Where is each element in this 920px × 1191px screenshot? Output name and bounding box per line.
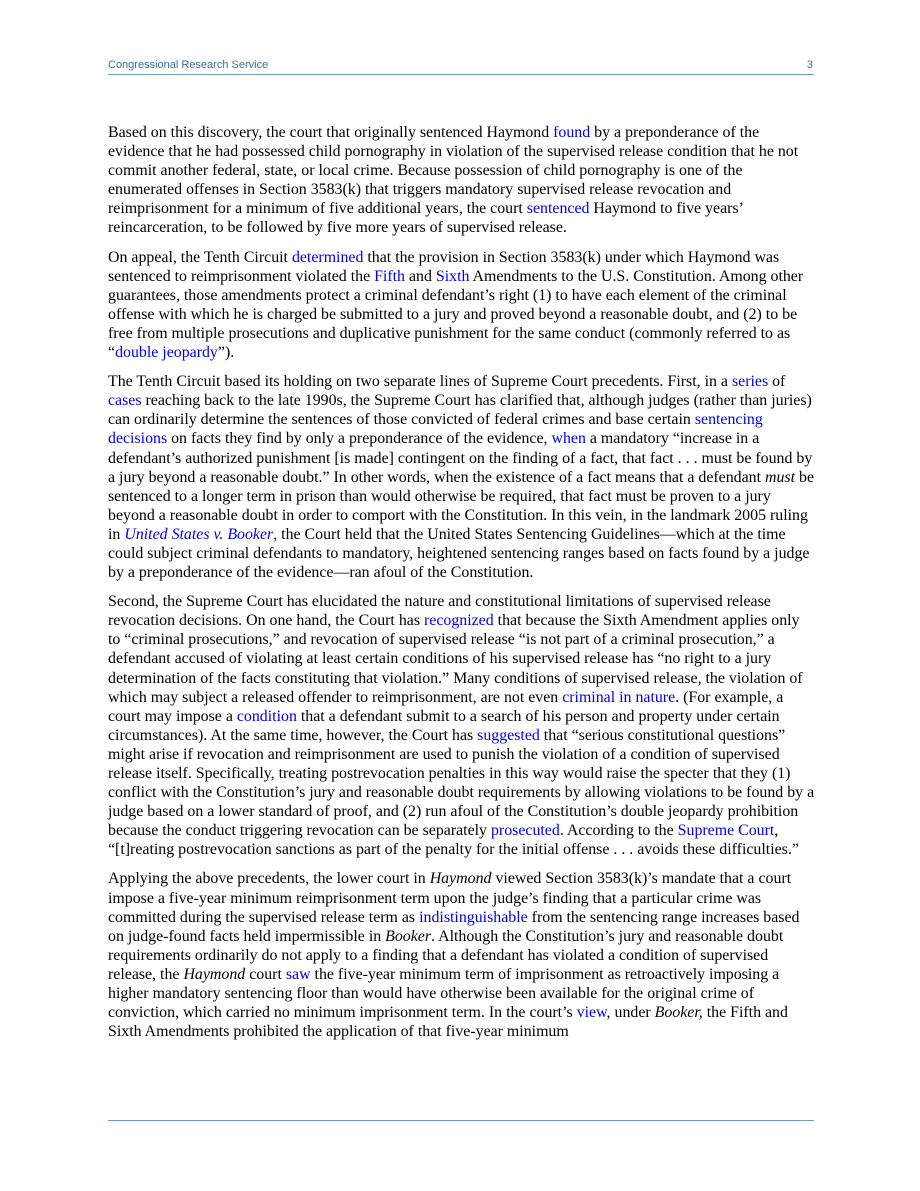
hyperlink[interactable]: indistinguishable [419,908,528,926]
italic-text: must [765,468,796,486]
text-run: the Fifth and Sixth Amendments prohibited the application of that five-year minimum [108,1004,788,1041]
text-run: reaching back to the late 1990s, the Supreme Court has clarified that, although judges (rather than juries) can ordinarily determine the sentences of those convicted of federal crimes and base certain [108,392,812,429]
text-run: court [245,965,286,983]
text-run: that a defendant submit to a search of his person and property under certain circumstances). At the same time, however, the Court has [108,707,780,744]
text-run: , the Court held that the United States Sentencing Guidelines—which at the time could subject criminal defendants to mandatory, heightened sentencing ranges based on facts found by a judge by a preponderance of the evidence—ran afoul of the Constitution. [108,525,810,582]
hyperlink[interactable]: view [576,1004,607,1022]
text-run: Second, the Supreme Court has elucidated the nature and constitutional limitations of supervised release revocation decisions. On one hand, the Court has [108,593,771,630]
paragraph [108,123,815,238]
hyperlink[interactable]: double jeopardy [115,344,218,362]
body-text [108,123,815,1051]
text-run: of [768,373,786,391]
hyperlink[interactable]: determined [291,248,364,266]
text-run: . (For example, a court may impose a [108,688,784,725]
text-run: that “serious constitutional questions” might arise if revocation and reimprisonment are used to punish the violation of a condition of supervised release itself. Specifically, treating postrevocation penalties in this way would raise the specter that they (1) conflict with the Constitution’s jury and reasonable doubt requirements by allowing violations to be found by a judge based on a lower standard of proof, and (2) run afoul of the Constitution’s double jeopardy prohibition because the conduct triggering revocation can be separately [108,726,815,840]
text-run: be sentenced to a longer term in prison than would otherwise be required, that fact must be proven to a jury beyond a reasonable doubt in order to comport with the Constitution. In this vein, in the landmark 2005 ruling in [108,468,815,543]
italic-text: Haymond [183,965,246,983]
text-run: . According to the [559,822,678,840]
hyperlink[interactable]: Sixth [435,267,470,285]
italic-text: Booker [385,927,432,945]
text-run: from the sentencing range increases based on judge-found facts held impermissible in [108,908,800,945]
text-run: that because the Sixth Amendment applies only to “criminal prosecutions,” and revocation of supervised release “is not part of a criminal prosecution,” a defendant accused of violating at least certain conditions of his supervised release has “no right to a jury determination of the facts constituting that violation.” Many conditions of supervised release, the violation of which may subject a released offender to reimprisonment, are not even [108,612,803,706]
text-run: by a preponderance of the evidence that he had possessed child pornography in violation of the supervised release condition that he not commit another federal, state, or local crime. Because possession of child pornography is one of the enumerated offenses in Section 3583(k) that triggers mandatory supervised release revocation and reimprisonment for a minimum of five additional years, the court [108,124,799,218]
footer-rule [108,1120,814,1121]
text-run: Amendments to the U.S. Constitution. Among other guarantees, those amendments protect a criminal defendant’s right (1) to have each element of the criminal offense with which he is charged be submitted to a jury and proved beyond a reasonable doubt, and (2) to be free from multiple prosecutions and duplicative punishment for the same conduct (commonly referred to as “ [108,267,804,362]
text-run: , “[t]reating postrevocation sanctions as part of the penalty for the initial offense . . . avoids these difficulties.” [108,822,799,859]
text-run: On appeal, the Tenth Circuit [108,248,292,266]
hyperlink[interactable]: Supreme Court [677,822,775,840]
text-run: , under [606,1004,655,1022]
hyperlink[interactable]: cases [108,392,142,410]
hyperlink[interactable]: found [553,124,591,141]
paragraph [108,372,815,582]
text-run: the five-year minimum term of imprisonment as retroactively imposing a higher mandatory sentencing floor than would have otherwise been available for the original crime of conviction, which carried no minimum imprisonment term. In the court’s [108,965,780,1022]
text-run: and [405,267,436,285]
hyperlink[interactable]: recognized [423,612,494,630]
hyperlink[interactable]: sentenced [526,200,590,218]
paragraph [108,592,815,859]
hyperlink[interactable]: condition [236,707,297,725]
text-run: Haymond to five years’ reincarceration, to be followed by five more years of supervised release. [108,200,743,237]
italic-text: Booker, [654,1004,703,1022]
text-run: viewed Section 3583(k)’s mandate that a court impose a five-year minimum reimprisonment term upon the judge’s finding that a particular crime was committed during the supervised release term as [108,870,792,926]
hyperlink[interactable]: series [731,373,769,391]
text-run: that the provision in Section 3583(k) under which Haymond was sentenced to reimprisonment violated the [108,248,780,285]
header-organization: Congressional Research Service [108,59,269,71]
hyperlink[interactable]: prosecuted [490,822,560,840]
page-number: 3 [806,59,813,71]
hyperlink[interactable]: saw [285,965,311,983]
paragraph [108,248,815,363]
text-run: The Tenth Circuit based its holding on two separate lines of Supreme Court precedents. First, in a [108,373,732,391]
hyperlink[interactable]: when [551,430,586,448]
text-run: on facts they find by only a preponderance of the evidence, [167,430,552,448]
text-run: . Although the Constitution’s jury and reasonable doubt requirements ordinarily do not apply to a finding that a defendant has violated a condition of supervised release, the [108,927,784,983]
page-header [108,58,813,74]
hyperlink[interactable]: suggested [477,726,540,744]
hyperlink[interactable]: sentencing decisions [108,411,763,448]
case-citation-link[interactable]: United States v. Booker [124,525,274,543]
text-run: Applying the above precedents, the lower court in [108,870,430,888]
text-run: a mandatory “increase in a defendant’s authorized punishment [is made] contingent on the finding of a fact, that fact . . . must be found by a jury beyond a reasonable doubt.” In other words, when the existence of a fact means that a defendant [108,430,813,486]
hyperlink[interactable]: criminal in nature [562,688,676,706]
text-run: Based on this discovery, the court that originally sentenced Haymond [108,124,554,141]
italic-text: Haymond [429,870,492,888]
hyperlink[interactable]: Fifth [374,267,405,285]
text-run: ”). [217,344,235,362]
header-rule [108,74,814,75]
paragraph [108,869,815,1041]
